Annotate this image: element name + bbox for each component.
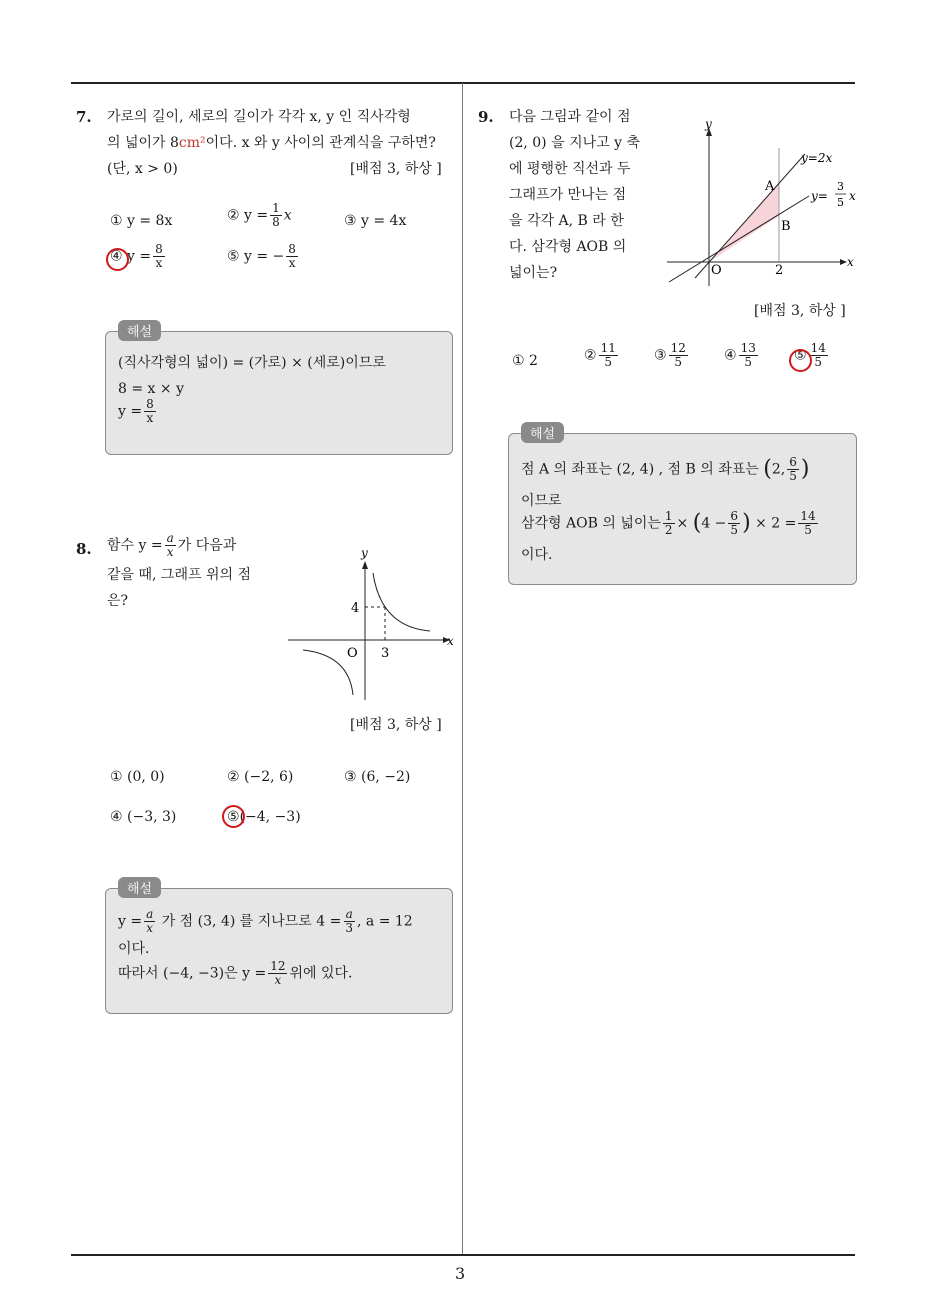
q9-choice-1[interactable]: ① 2: [512, 353, 538, 369]
q7-choice-3[interactable]: ③ y = 4x: [344, 213, 407, 229]
q7-solution-line1: (직사각형의 넓이) = (가로) × (세로)이므로: [118, 355, 386, 371]
q9-solution-line2: 이므로: [521, 493, 562, 509]
q8-solution-line3: 따라서 (−4, −3)은 y = $\frac{12}{x}$ 위에 있다.: [118, 959, 353, 987]
q8-line1: 함수 y = $\frac{a}{x}$ 가 다음과: [107, 531, 237, 559]
q9-choice-3[interactable]: ③ $\frac{12}{5}$: [654, 341, 686, 369]
q8-solution-box: [105, 888, 453, 1014]
q9-line1: 다음 그림과 같이 점: [509, 109, 631, 125]
q9-choice-5[interactable]: ⑤ $\frac{14}{5}$: [794, 341, 826, 369]
page-number: 3: [455, 1264, 466, 1283]
q8-label-y: y: [361, 546, 368, 560]
q8-solution-tag: 해설: [118, 877, 161, 898]
q7-choice-4[interactable]: ④ y = $\frac{8}{x}$: [110, 242, 163, 270]
q8-label-x: x: [447, 634, 454, 648]
q8-curve-q3: [303, 650, 353, 695]
q8-label-3: 3: [381, 646, 390, 661]
q9-label-b: B: [781, 219, 791, 234]
q9-line2: (2, 0) 을 지나고 y 축: [509, 135, 640, 151]
q9-choice-2[interactable]: ② $\frac{11}{5}$: [584, 341, 616, 369]
q8-choice-3[interactable]: ③ (6, −2): [344, 769, 411, 785]
q9-line-3-5x: [669, 196, 809, 282]
q9-solution-line4: 이다.: [521, 547, 553, 563]
q7-answer-mark: [106, 248, 129, 271]
q9-line-2x: [695, 154, 805, 278]
q9-solution-line3: 삼각형 AOB 의 넓이는 $\frac{1}{2}$ × (4 − $\frac{6}{5}$ ) × 2 = $\frac{14}{5}$: [521, 509, 816, 537]
q7-unit: cm²: [178, 135, 206, 151]
q7-choice-5[interactable]: ⑤ y = − $\frac{8}{x}$: [227, 242, 296, 270]
q9-score: [배점 3, 하상 ]: [754, 303, 846, 319]
q9-line4: 그래프가 만나는 점: [509, 187, 627, 203]
q7-number: 7.: [76, 108, 92, 126]
q9-label-x: x: [847, 255, 854, 269]
q7-choice-2[interactable]: ② y = $\frac{1}{8}$ x: [227, 201, 292, 229]
q9-line6: 다. 삼각형 AOB 의: [509, 239, 627, 255]
q8-curve-q1: [373, 573, 430, 631]
q7-score: [배점 3, 하상 ]: [350, 161, 442, 177]
q9-choice-4[interactable]: ④ $\frac{13}{5}$: [724, 341, 756, 369]
q7-line2: 의 넓이가 8cm²이다. x 와 y 사이의 관계식을 구하면?: [107, 135, 436, 151]
q9-label-y: y: [705, 117, 712, 131]
q8-label-4: 4: [351, 601, 360, 616]
q9-number: 9.: [478, 108, 494, 126]
q7-choice-1[interactable]: ① y = 8x: [110, 213, 173, 229]
q8-graph: [285, 545, 460, 705]
q8-choice-5[interactable]: ⑤(−4, −3): [227, 809, 301, 825]
q8-solution-line2: 이다.: [118, 941, 150, 957]
bottom-rule: [71, 1254, 855, 1256]
q9-solution-tag: 해설: [521, 422, 564, 443]
q8-choice-1[interactable]: ① (0, 0): [110, 769, 165, 785]
q9-line5: 을 각각 A, B 라 한: [509, 213, 624, 229]
q8-number: 8.: [76, 540, 92, 558]
q9-label-a: A: [765, 179, 775, 194]
q9-graph: [665, 112, 865, 292]
q9-label-2: 2: [775, 263, 784, 278]
q7-line1: 가로의 길이, 세로의 길이가 각각 x, y 인 직사각형: [107, 109, 411, 125]
q9-line7: 넓이는?: [509, 265, 558, 281]
q9-answer-mark: [789, 349, 812, 372]
q9-label-line2-a: y=: [811, 189, 828, 203]
q9-solution-line1: 점 A 의 좌표는 (2, 4) , 점 B 의 좌표는 (2, $\frac{6}{5}$ ): [521, 455, 810, 483]
q7-solution-tag: 해설: [118, 320, 161, 341]
q8-choice-2[interactable]: ② (−2, 6): [227, 769, 294, 785]
q8-score: [배점 3, 하상 ]: [350, 717, 442, 733]
q9-label-line1: y=2x: [801, 151, 833, 165]
q9-line3: 에 평행한 직선과 두: [509, 161, 631, 177]
q9-label-line2-den: 5: [837, 196, 844, 209]
top-rule: [71, 82, 855, 84]
column-divider: [462, 83, 463, 1255]
q9-label-o: O: [711, 263, 722, 278]
q9-label-line2-num: 3: [837, 180, 844, 193]
q8-answer-mark: [222, 805, 245, 828]
q9-label-line2-b: x: [849, 189, 856, 203]
q8-y-arrow: [362, 561, 368, 569]
q7-solution-line2: 8 = x × y: [118, 381, 184, 397]
q8-solution-line1: y = $\frac{a}{x}$ 가 점 (3, 4) 를 지나므로 4 = $\frac{a}{3}$ , a = 12: [118, 907, 413, 935]
q9-x-arrow: [840, 259, 847, 265]
q8-line2: 같을 때, 그래프 위의 점: [107, 567, 251, 583]
q7-line3: (단, x > 0): [107, 161, 178, 177]
q8-line3: 은?: [107, 593, 129, 609]
q8-choice-4[interactable]: ④ (−3, 3): [110, 809, 177, 825]
q7-solution-line3: y = $\frac{8}{x}$: [118, 397, 154, 425]
q8-label-o: O: [347, 646, 358, 661]
